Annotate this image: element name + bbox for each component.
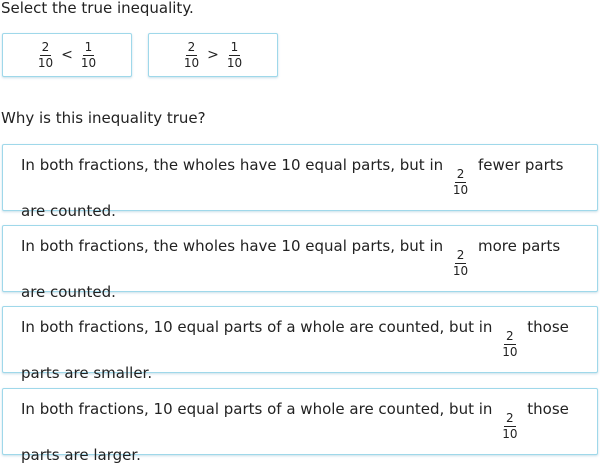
- fraction-denominator: 10: [80, 55, 97, 70]
- question-prompt-reason: Why is this inequality true?: [1, 109, 206, 127]
- reason-fraction: [451, 249, 470, 278]
- fraction-denominator: 10: [502, 345, 518, 359]
- fraction-numerator: 2: [41, 39, 50, 54]
- question-prompt-inequality: Select the true inequality.: [1, 0, 194, 17]
- reason-choice-larger-parts[interactable]: [2, 388, 598, 464]
- fraction-numerator: 2: [187, 39, 196, 54]
- fraction-denominator: 10: [452, 264, 469, 278]
- fraction-denominator: 10: [452, 183, 469, 197]
- inequality-choice-less-than[interactable]: [2, 33, 132, 77]
- fraction-left: [182, 41, 201, 70]
- reason-text-after: fewer parts are counted.: [21, 156, 564, 220]
- fraction-numerator: 2: [506, 411, 514, 425]
- fraction-denominator: 10: [226, 55, 243, 70]
- fraction-numerator: 1: [84, 39, 93, 54]
- fraction-numerator: 2: [506, 329, 514, 343]
- comparison-operator: >: [207, 47, 219, 63]
- reason-text-after: those parts are smaller.: [21, 318, 569, 382]
- reason-fraction: [500, 330, 519, 359]
- fraction-denominator: 10: [183, 55, 200, 70]
- reason-choice-fewer-parts[interactable]: [2, 144, 598, 220]
- reason-text-before: In both fractions, the wholes have 10 equal parts, but in: [21, 237, 444, 255]
- reason-fraction: [451, 168, 470, 197]
- reason-text-before: In both fractions, the wholes have 10 equal parts, but in: [21, 156, 444, 174]
- reason-text-before: In both fractions, 10 equal parts of a whole are counted, but in: [21, 318, 493, 336]
- fraction-numerator: 2: [456, 248, 465, 262]
- fraction-right: [79, 41, 98, 70]
- fraction-denominator: 10: [37, 55, 54, 70]
- inequality-choice-greater-than[interactable]: [148, 33, 278, 77]
- reason-text-after: more parts are counted.: [21, 237, 561, 301]
- fraction-left: [36, 41, 55, 70]
- fraction-denominator: 10: [502, 427, 518, 441]
- reason-choice-more-parts[interactable]: [2, 225, 598, 301]
- reason-fraction: [500, 412, 519, 441]
- reason-choice-smaller-parts[interactable]: [2, 306, 598, 382]
- reason-text-before: In both fractions, 10 equal parts of a whole are counted, but in: [21, 400, 493, 418]
- reason-text-after: those parts are larger.: [21, 400, 569, 464]
- fraction-numerator: 2: [456, 167, 465, 181]
- fraction-right: [225, 41, 244, 70]
- fraction-numerator: 1: [230, 39, 239, 54]
- comparison-operator: <: [61, 47, 73, 63]
